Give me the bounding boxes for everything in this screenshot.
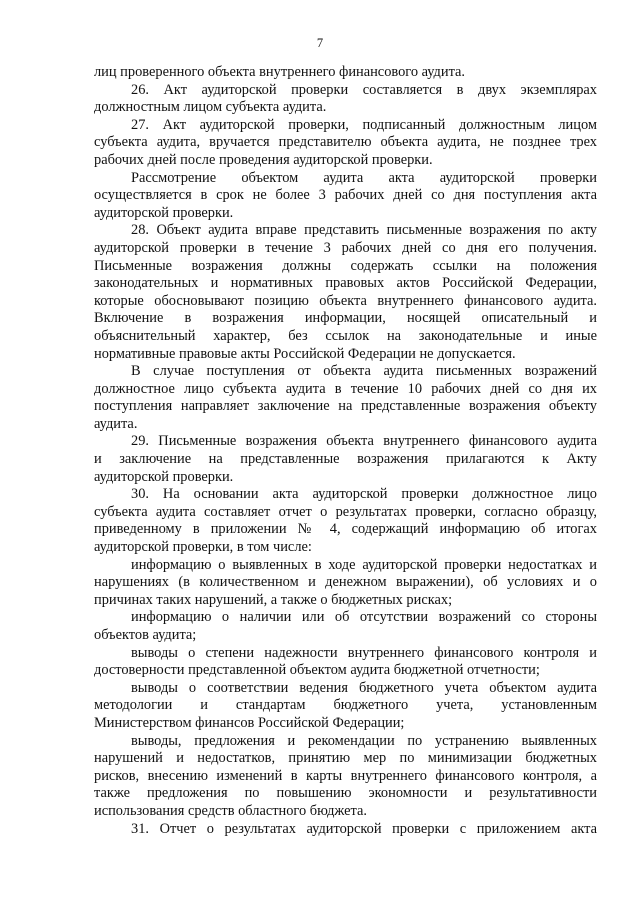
text-line: субъекта аудита, вручается представителю объекта аудита, не позднее трех (94, 134, 597, 151)
text-line: приведенному в приложении № 4, содержащий информацию об итогах (94, 521, 597, 538)
text-line: методологии и стандартам бюджетного учета, установленным (94, 697, 597, 714)
text-line: законодательных и нормативных правовых актов Российской Федерации, (94, 275, 597, 292)
text-line: которые обосновывают позицию объекта внутреннего финансового аудита. (94, 292, 597, 309)
text-line: рабочих дней после проведения аудиторской проверки. (94, 151, 433, 168)
text-line: информацию о выявленных в ходе аудиторской проверки недостатках и (131, 556, 597, 573)
text-line: и заключение на представленные возражения прилагаются к Акту (94, 451, 597, 468)
document-body (94, 64, 597, 838)
text-line: Рассмотрение объектом аудита акта аудиторской проверки (131, 169, 597, 186)
text-line: причинах таких нарушений, а также о бюджетных рисках; (94, 591, 453, 608)
text-line: субъекта аудита составляет отчет о результатах проверки, согласно образцу, (94, 503, 597, 520)
text-line: 27. Акт аудиторской проверки, подписанный должностным лицом (131, 116, 597, 133)
text-line: выводы о степени надежности внутреннего финансового контроля и (131, 644, 597, 661)
text-line: объяснительный характер, без ссылок на законодательные и иные (94, 327, 597, 344)
text-line: рисков, внесению изменений в карты внутреннего финансового контроля, а (94, 767, 597, 784)
text-line: использования средств областного бюджета. (94, 802, 368, 819)
text-line: аудиторской проверки, в том числе: (94, 539, 312, 556)
text-line: 30. На основании акта аудиторской проверки должностное лицо (131, 486, 597, 503)
text-line: Письменные возражения должны содержать ссылки на положения (94, 257, 597, 274)
text-line: достоверности представленной объектом аудита бюджетной отчетности; (94, 662, 540, 679)
text-line: информацию о наличии или об отсутствии возражений со стороны (131, 609, 597, 626)
text-line: 26. Акт аудиторской проверки составляется в двух экземплярах (131, 81, 597, 98)
text-line: поступления направляет заключение на представленные возражения объекту (94, 398, 597, 415)
text-line: нормативные правовые акты Российской Федерации не допускается. (94, 345, 516, 362)
text-line: нарушений и недостатков, принятию мер по минимизации бюджетных (94, 750, 597, 767)
text-line: также предложения по повышению экономности и результативности (94, 785, 597, 802)
text-line: осуществляется в срок не более 3 рабочих дней со дня поступления акта (94, 187, 597, 204)
text-line: В случае поступления от объекта аудита письменных возражений (131, 363, 597, 380)
page-number: 7 (316, 36, 324, 50)
text-line: 31. Отчет о результатах аудиторской проверки с приложением акта (131, 820, 597, 837)
text-line: нарушениях (в количественном и денежном выражении), об условиях и о (94, 574, 597, 591)
text-line: выводы о соответствии ведения бюджетного учета объектом аудита (131, 679, 597, 696)
text-line: лиц проверенного объекта внутреннего финансового аудита. (94, 64, 466, 80)
text-line: аудиторской проверки. (94, 468, 234, 485)
text-line: должностное лицо субъекта аудита в течение 10 рабочих дней со дня их (94, 380, 597, 397)
text-line: объектов аудита; (94, 627, 197, 643)
text-line: должностным лицом субъекта аудита. (94, 99, 327, 116)
text-line: 28. Объект аудита вправе представить письменные возражения по акту (131, 222, 597, 239)
text-line: Включение в возражения информации, носящей описательный и (94, 310, 597, 327)
text-line: аудита. (94, 415, 138, 432)
text-line: выводы, предложения и рекомендации по устранению выявленных (131, 732, 597, 749)
text-line: 29. Письменные возражения объекта внутреннего финансового аудита (131, 433, 597, 450)
text-line: аудиторской проверки. (94, 204, 234, 221)
text-line: аудиторской проверки в течение 3 рабочих дней со дня его получения. (94, 239, 597, 256)
text-line: Министерством финансов Российской Федерации; (94, 714, 405, 731)
